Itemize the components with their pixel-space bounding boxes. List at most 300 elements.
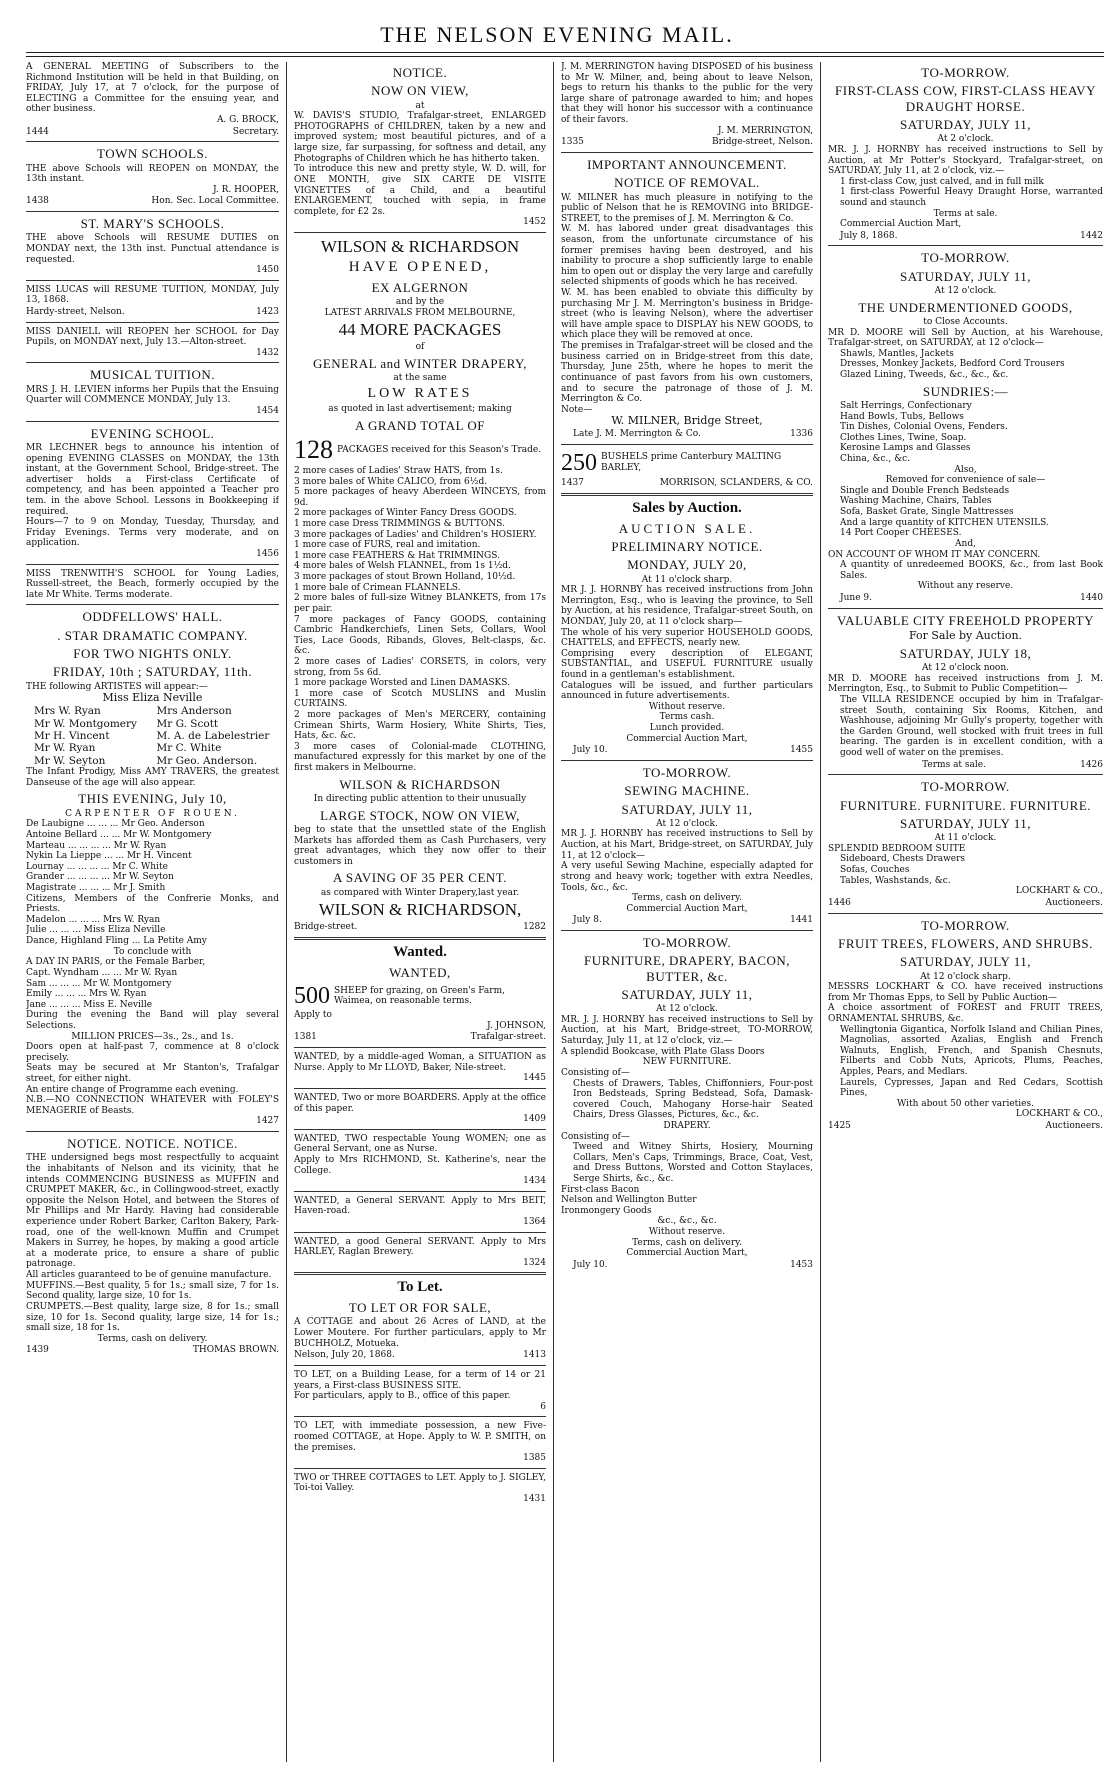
text-line: A. G. BROCK, (216, 115, 279, 126)
ad-heading: MUSICAL TUITION. (90, 367, 215, 383)
text-line: Chests of Drawers, Tables, Chiffonniers, Four-post Iron Bedsteads, Spring Bedstead, Sofa, Damask-covered Couch, Mahogany Horse-hair Seated Chairs, Dress Glasses, Pictures, &c., &c. (573, 1078, 813, 1121)
divider (294, 1129, 546, 1130)
text-line: SPLENDID BEDROOM SUITE (828, 843, 966, 854)
text-line: 1 more package Worsted and Linen DAMASKS. (294, 678, 510, 689)
text-span: Bridge-street. (294, 922, 358, 933)
divider (828, 608, 1103, 609)
divider (294, 1272, 546, 1275)
text-line: 1 more case of FURS, real and imitation. (294, 540, 481, 551)
text-span: 1413 (523, 1350, 546, 1361)
layout-block (26, 705, 279, 767)
text-line: 3 more packages of stout Brown Holland, 10½d. (294, 572, 516, 583)
ad-footer (294, 1350, 546, 1361)
text-line: MISS LUCAS will RESUME TUITION, MONDAY, July 13, 1868. (26, 284, 279, 306)
text-line: MR J. J. HORNBY has received instructions to Sell by Auction, at his Mart, Bridge-street, on SATURDAY, July 11, at 12 o'clock— (561, 829, 813, 861)
text-line: Apply to Mrs RICHMOND, St. Katherine's, near the College. (294, 1154, 546, 1176)
text-span: Secretary. (232, 126, 279, 137)
text-line: Lournay ... ... ... ... Mr C. White (26, 861, 168, 872)
text-line: 2 more bales of full-size Witney BLANKETS, from 17s per pair. (294, 593, 546, 614)
text-line: 14 Port Cooper CHEESES. (840, 528, 962, 539)
ad-to-let-cottage (294, 1279, 546, 1360)
ad-footer (561, 429, 813, 440)
ad-heading: SUNDRIES:— (922, 383, 1009, 399)
text-line: W. MILNER, Bridge Street, (611, 414, 763, 428)
text-line: 1427 (256, 1116, 279, 1127)
divider (828, 774, 1103, 775)
ad-heading: WILSON & RICHARDSON (320, 236, 520, 256)
text-line: Hand Bowls, Tubs, Bellows (840, 411, 964, 422)
ad-heading: MONDAY, JULY 20, (627, 557, 747, 573)
text-line: 2 more packages of Men's MERCERY, containing Crimean Shirts, Warm Hosiery, White Shirts, Ties, Hats, &c. &c. (294, 709, 546, 742)
divider (26, 362, 279, 363)
ad-heading: TO LET OR FOR SALE, (348, 1300, 492, 1316)
text-line: Nelson and Wellington Butter (561, 1195, 697, 1206)
text-line: LOCKHART & CO., (1015, 886, 1103, 897)
text-line: At 12 o'clock. (656, 818, 718, 829)
text-span: Mrs Anderson (156, 705, 232, 718)
ad-wilson-richardson (294, 237, 546, 933)
text-line: J. JOHNSON, (486, 1020, 546, 1031)
divider (294, 1232, 546, 1233)
text-span: 1444 (26, 126, 49, 137)
divider (294, 1416, 546, 1417)
text-line: Nykin La Lieppe ... ... Mr H. Vincent (26, 851, 192, 862)
text-span: 1425 (828, 1121, 851, 1132)
text-line: A quantity of unredeemed BOOKS, &c., from last Book Sales. (840, 560, 1103, 581)
text-line: Tin Dishes, Colonial Ovens, Fenders. (840, 422, 1008, 433)
text-line: TO LET, on a Building Lease, for a term of 14 or 21 years, a First-class BUSINESS SITE. (294, 1369, 546, 1391)
text-line: 6 (540, 1401, 546, 1412)
masthead-rule (26, 52, 1104, 53)
text-line: Commercial Auction Mart, (626, 733, 748, 744)
text-span: Mr Geo. Anderson. (156, 754, 258, 767)
ad-heading: TO-MORROW. (921, 250, 1010, 266)
text-line: 1 more case Dress TRIMMINGS & BUTTONS. (294, 519, 505, 530)
text-line: W. M. has labored under great disadvantages this season, from the unfortunate circumstance of his former premises having been destroyed, and his inability to procure a shop sufficiently large to enable him to open out or display the very large and carefully selected shipments of goods which he has received. (561, 224, 813, 288)
ad-fruit-trees (828, 918, 1103, 1132)
ad-heading: NOTICE. (392, 65, 448, 80)
ad-heading: TO-MORROW. (642, 934, 732, 950)
ad-heading: TO-MORROW. (921, 65, 1010, 80)
text-line: &c., &c., &c. (657, 1216, 717, 1227)
ad-wanted-servant-beit (294, 1196, 546, 1228)
text-line: Capt. Wyndham ... ... Mr W. Ryan (26, 967, 178, 978)
text-line: J. M. MERRINGTON having DISPOSED of his business to Mr W. Milner, and, being about to leave Nelson, begs to return his thanks to the public for the very large share of patronage awarded to him; and hopes that they will honor his successor with a continuance of their favors. (561, 62, 813, 126)
text-line: And a large quantity of KITCHEN UTENSILS. (840, 517, 1049, 528)
text-line: Glazed Lining, Tweeds, &c., &c., &c. (840, 370, 1009, 381)
text-span: 1282 (523, 922, 546, 933)
text-line: 1432 (256, 347, 279, 358)
text-line: Terms at sale. (933, 208, 998, 219)
text-line: THE above Schools will RESUME DUTIES on MONDAY next, the 13th inst. Punctual attendance is requested. (26, 233, 279, 265)
ad-merrington-disposed (561, 62, 813, 148)
text-span: Auctioneers. (1045, 1121, 1103, 1132)
divider (26, 604, 279, 605)
text-span: Bridge-street, Nelson. (712, 137, 813, 148)
ad-footer (294, 1032, 546, 1043)
ad-heading: TO-MORROW. (921, 917, 1010, 933)
text-line: Tweed and Witney Shirts, Hosiery, Mourning Collars, Men's Caps, Trimmings, Brace, Coat, Vest, and Dress Buttons, Worsted and Cotton Staylaces, Serge Shirts, &c., &c. (573, 1142, 813, 1184)
text-line: beg to state that the unsettled state of the English Markets has afforded them as Cash Purchasers, very great advantages, which they now offer to their customers in (294, 824, 546, 867)
text-line: To introduce this new and pretty style, W. D. will, for ONE MONTH, give SIX CARTE DE VISITE VIGNETTES of a Child, and a beautiful ENLARGEMENT, touched with sepia, in frame complete, for £2 2s. (294, 164, 546, 217)
text-line: as quoted in last advertisement; making (328, 404, 512, 415)
text-line: Emily ... ... ... Mrs W. Ryan (26, 989, 147, 1000)
text-line: Without reserve. (648, 701, 726, 712)
ad-malting-barley (561, 449, 813, 489)
text-line: MR. J. J. HORNBY has received instructions to Sell by Auction, at his Mart, Bridge-street, TO-MORROW, Saturday, July 11, at 12 o'clock, viz.— (561, 1014, 813, 1047)
column-3 (561, 62, 813, 1762)
ad-heading: PRELIMINARY NOTICE. (611, 538, 763, 554)
divider (561, 152, 813, 153)
text-span: 1426 (1080, 759, 1103, 770)
divider (294, 232, 546, 233)
ad-heading: VALUABLE CITY FREEHOLD PROPERTY (836, 612, 1095, 628)
text-span: July 8, 1868. (840, 230, 898, 241)
ad-cow-horse (828, 65, 1103, 241)
ad-footer (828, 231, 1103, 242)
text-line: WANTED, by a middle-aged Woman, a SITUATION as Nurse. Apply to Mr LLOYD, Baker, Nile-street. (294, 1052, 546, 1073)
text-line: as compared with Winter Drapery,last year. (320, 887, 520, 898)
ad-heading: EX ALGERNON (371, 279, 469, 295)
ad-richmond-meeting (26, 62, 279, 137)
divider (294, 1191, 546, 1192)
ad-wanted-servant-harley (294, 1237, 546, 1269)
text-line: 1409 (523, 1114, 546, 1125)
text-line: J. R. HOOPER, (213, 184, 279, 195)
divider (26, 141, 279, 142)
text-line: The premises in Trafalgar-street will be closed and the business carried on in Bridge-street from this date, Thursday, June 25th, where he hopes to merit the continuance of past favors from his own customers, and to secure the patronage of those of J. M. Merrington & Co. (561, 341, 813, 405)
text-span: 1441 (790, 915, 813, 926)
text-line: at (415, 100, 425, 111)
text-span: 1437 (561, 478, 584, 489)
text-line: Terms cash. (659, 712, 715, 723)
text-span: 1423 (256, 307, 279, 318)
text-line: MISS DANIELL will REOPEN her SCHOOL for Day Pupils, on MONDAY next, July 13.—Alton-street. (26, 326, 279, 348)
text-line: Removed for convenience of sale— (885, 475, 1046, 486)
ad-cottage-hope (294, 1421, 546, 1463)
text-line: MUFFINS.—Best quality, 5 for 1s.; small size, 7 for 1s. Second quality, large size, 10 for 1s. (26, 1280, 279, 1302)
divider (26, 280, 279, 281)
text-line: A choice assortment of FOREST and FRUIT TREES, ORNAMENTAL SHRUBS, &c. (828, 1003, 1103, 1024)
text-line: Comprising every description of ELEGANT, SUBSTANTIAL, and USEFUL FURNITURE usually found in a gentleman's establishment. (561, 648, 813, 680)
text-span: July 10. (573, 1259, 608, 1270)
text-span: 128 (294, 435, 333, 465)
column-1 (26, 62, 279, 1762)
ad-heading: LARGE STOCK, NOW ON VIEW, (320, 807, 520, 823)
divider (294, 1468, 546, 1469)
text-line: To conclude with (113, 946, 192, 957)
layout-block (294, 982, 546, 1010)
text-line: With about 50 other varieties. (897, 1098, 1034, 1109)
text-line: of (415, 342, 425, 353)
text-line: CARPENTER OF ROUEN. (65, 808, 240, 819)
ad-footer (26, 196, 279, 207)
text-line: Antoine Bellard ... ... Mr W. Montgomery (26, 830, 212, 840)
divider (26, 564, 279, 565)
text-line: J. M. MERRINGTON, (717, 125, 813, 136)
ad-heading: IMPORTANT ANNOUNCEMENT. (587, 156, 787, 172)
text-line: At 11 o'clock. (934, 833, 997, 844)
text-line: MR LECHNER begs to announce his intention of opening EVENING CLASSES on MONDAY, the 13th instant, at the Government School, Bridge-street. The advertiser holds a First-class Certificate of competency, and has been appointed a Teacher pro tem. in the above School. Lessons in Bookkeeping if required. (26, 442, 279, 517)
text-line: Seats may be secured at Mr Stanton's, Trafalgar street, for either night. (26, 1063, 279, 1085)
divider (828, 913, 1103, 914)
ad-heading: EVENING SCHOOL. (90, 425, 215, 441)
text-line: At 12 o'clock. (656, 1004, 718, 1015)
text-line: Apply to (294, 1010, 332, 1021)
text-line: The Infant Prodigy, Miss AMY TRAVERS, the greatest Danseuse of the age will also appear. (26, 767, 279, 788)
text-line: CRUMPETS.—Best quality, large size, 8 for 1s.; small size, 10 for 1s. Second quality, large size, 14 for 1s.; small size, 18 for 1s. (26, 1301, 279, 1334)
ad-footer (26, 307, 279, 318)
ad-auction-merrington (561, 500, 813, 756)
text-span: Mrs W. Ryan (34, 705, 101, 718)
ad-footer (26, 1345, 279, 1356)
text-line: WANTED, Two or more BOARDERS. Apply at the office of this paper. (294, 1092, 546, 1114)
ad-footer (561, 1260, 813, 1271)
masthead-rule-2 (26, 56, 1104, 57)
text-line: 2 more cases of Ladies' CORSETS, in colors, very strong, from 5s 6d. (294, 656, 546, 678)
ad-heading: WILSON & RICHARDSON (339, 776, 501, 792)
ad-footer (828, 1121, 1103, 1132)
text-span: Nelson, July 20, 1868. (294, 1350, 395, 1361)
divider (26, 1131, 279, 1132)
text-span: 1336 (790, 429, 813, 440)
text-line: MR. J. J. HORNBY has received instructions to Sell by Auction, at Mr Potter's Stockyard, Trafalgar-street, on SATURDAY, July 11, at 2 o'clock, viz.— (828, 144, 1103, 177)
text-span: Hon. Sec. Local Committee. (151, 196, 279, 207)
ad-heading: ST. MARY'S SCHOOLS. (80, 216, 225, 232)
ad-city-freehold (828, 613, 1103, 771)
text-line: MILLION PRICES—3s., 2s., and 1s. (71, 1031, 234, 1042)
text-span: 500 (294, 982, 330, 1009)
text-line: Commercial Auction Mart, (626, 1248, 748, 1259)
text-line: In directing public attention to their unusually (313, 793, 527, 804)
text-line: Salt Herrings, Confectionary (840, 400, 972, 411)
text-span: Late J. M. Merrington & Co. (573, 429, 701, 440)
text-line: Also, (954, 464, 977, 475)
masthead: THE NELSON EVENING MAIL. (380, 22, 734, 47)
text-line: During the evening the Band will play several Selections. (26, 1010, 279, 1031)
ad-footer (828, 760, 1103, 771)
ad-oddfellows-hall (26, 609, 279, 1127)
text-span: Mr W. Seyton (34, 754, 106, 767)
text-line: Note— (561, 404, 593, 415)
column-rule (286, 62, 287, 1762)
ad-heading: SATURDAY, JULY 11, (621, 801, 753, 817)
text-span: 1453 (790, 1259, 813, 1270)
ad-heading: A GRAND TOTAL OF (355, 417, 485, 433)
text-line: A splendid Bookcase, with Plate Glass Doors (561, 1046, 765, 1057)
text-span: 1446 (828, 897, 851, 908)
text-line: 1385 (523, 1453, 546, 1464)
divider (561, 444, 813, 445)
text-line: First-class Bacon (561, 1184, 640, 1195)
text-span: 250 (561, 449, 597, 476)
column-rule (820, 62, 821, 1762)
ad-heading: WANTED, (389, 964, 451, 980)
text-span: July 10. (573, 745, 608, 756)
text-span: M. A. de Labelestrier (156, 730, 270, 743)
text-line: MR J. J. HORNBY has received instructions from John Merrington, Esq., who is leaving the province, to Sell by Auction, at his residence, Trafalgar-street South, on MONDAY, July 20, at 11 o'clock sharp— (561, 585, 813, 627)
text-line: 1324 (523, 1257, 546, 1268)
text-line: And, (955, 538, 976, 549)
text-line: Catalogues will be issued, and further particulars announced in future advertisements. (561, 680, 813, 702)
text-span: THOMAS BROWN. (192, 1345, 279, 1356)
divider (828, 245, 1103, 246)
text-line: At 12 o'clock sharp. (920, 971, 1011, 982)
text-line: Dresses, Monkey Jackets, Bedford Cord Trousers (840, 359, 1065, 370)
ad-heading: FOR TWO NIGHTS ONLY. (73, 646, 232, 662)
text-line: Consisting of— (561, 1131, 630, 1142)
text-line: at the same (393, 373, 447, 384)
text-line: MRS J. H. LEVIEN informs her Pupils that the Ensuing Quarter will COMMENCE MONDAY, July 13. (26, 384, 279, 406)
ad-heading: ODDFELLOWS' HALL. (82, 609, 223, 625)
divider (26, 211, 279, 212)
text-line: Wellingtonia Gigantica, Norfolk Island and Chilian Pines, Magnolias, assorted Azalias, English and French Walnuts, English, French, and Spanish Chesnuts, Filberts and Cobb Nuts, Apricots, Plums, Peaches, Apples, Pears, and Medlars. (840, 1024, 1103, 1077)
text-line: Kerosine Lamps and Glasses (840, 443, 971, 454)
text-line: MISS TRENWITH'S SCHOOL for Young Ladies, Russell-street, the Beach, formerly occupied by the late Mr White. Terms moderate. (26, 568, 279, 600)
text-line: WANTED, TWO respectable Young WOMEN; one as General Servant, one as Nurse. (294, 1133, 546, 1155)
ad-footer (561, 745, 813, 756)
text-line: 1454 (256, 406, 279, 416)
text-line: WANTED, a General SERVANT. Apply to Mrs BEIT, Haven-road. (294, 1195, 546, 1217)
text-line: THE undersigned begs most respectfully to acquaint the inhabitants of Nelson and its vicinity, that he intends COMMENCING BUSINESS as MUFFIN and CRUMPET MAKER, &c., in Collingwood-street, exactly opposite the Nelson Hotel, and between the Stores of Mr Phillips and Mr Hardy. Having had considerable experience under Robert Barker, Carlton Bakery, Park-road, one of the well-known Muffin and Crumpet Makers in Surrey, he hopes, by making a good article at a moderate price, to ensure a share of public patronage. (26, 1153, 279, 1270)
text-span: MORRISON, SCLANDERS, & CO. (659, 478, 813, 489)
ad-footer (561, 478, 813, 489)
text-line: MR D. MOORE has received instructions from J. M. Merrington, Esq., to Submit to Public Competition— (828, 673, 1103, 695)
text-line: 1452 (523, 217, 546, 228)
ad-heading: SATURDAY, JULY 11, (900, 954, 1031, 970)
ad-evening-school (26, 426, 279, 560)
ad-heading: SATURDAY, JULY 11, (900, 815, 1031, 831)
text-line: 3 more cases of Colonial-made CLOTHING, manufactured expressly for this market by one of the first makers in Melbourne. (294, 741, 546, 774)
ad-davis-studio (294, 65, 546, 228)
text-line: Terms, cash on delivery. (632, 1237, 742, 1248)
ad-miss-trenwith (26, 569, 279, 601)
text-line: Sam ... ... ... Mr W. Montgomery (26, 978, 172, 989)
text-span: 1439 (26, 1345, 49, 1356)
divider (294, 1365, 546, 1366)
text-line: Commercial Auction Mart, (626, 903, 748, 914)
text-span: June 9. (840, 592, 872, 603)
ad-heading: TO-MORROW. (921, 779, 1010, 795)
divider (294, 937, 546, 940)
ad-wanted-sheep (294, 944, 546, 1043)
layout-block (561, 449, 813, 477)
ad-heading: NOTICE. NOTICE. NOTICE. (67, 1136, 238, 1152)
text-line: The VILLA RESIDENCE occupied by him in Trafalgar-street South, containing Six Rooms, Kitchen, and Washhouse, adjoining Mr Gully's property, together with the Garden Ground, well stocked with fruit trees in full bearing. The garden is in excellent condition, with a good well of water on the premises. (840, 695, 1103, 759)
ad-heading: THIS EVENING, July 10, (78, 791, 227, 807)
text-span: 1381 (294, 1032, 317, 1043)
ad-wanted-boarders (294, 1093, 546, 1125)
text-line: 1 more bale of Crimean FLANNELS. (294, 582, 461, 593)
text-line: LATEST ARRIVALS FROM MELBOURNE, (324, 307, 516, 318)
text-line: Julie ... ... ... Miss Eliza Neville (26, 925, 166, 936)
text-line: 3 more bales of White CALICO, from 6½d. (294, 476, 488, 487)
ad-heading: TO-MORROW. (642, 764, 732, 780)
text-span: Mr W. Ryan (34, 742, 96, 755)
ad-wanted-young-women (294, 1134, 546, 1187)
column-rule (553, 62, 554, 1762)
text-line: Citizens, Members of the Confrerie Monks, and Priests. (26, 893, 279, 915)
text-line: Without any reserve. (917, 581, 1014, 592)
ad-heading: FURNITURE. FURNITURE. FURNITURE. (839, 797, 1092, 813)
text-line: W. DAVIS'S STUDIO, Trafalgar-street, ENLARGED PHOTOGRAPHS of CHILDREN, taken by a new and improved system; most beautiful pictures, and of a large size, far surpassing, for softness and detail, any Photographs of Children which he has hitherto taken. (294, 111, 546, 164)
ad-heading: SEWING MACHINE. (624, 783, 750, 799)
text-line: De Laubigne ... ... ... Mr Geo. Anderson (26, 819, 205, 830)
text-line: W. M. has been enabled to obviate this difficulty by purchasing Mr J. M. Merrington's business in Bridge-street (who is leaving Nelson), where the advertiser will have ample space to DISPLAY his NEW GOODS, to which place they will be removed at once. (561, 288, 813, 341)
text-line: 1 more case FEATHERS & Hat TRIMMINGS. (294, 550, 500, 561)
text-line: WANTED, a good General SERVANT. Apply to Mrs HARLEY, Raglan Brewery. (294, 1236, 546, 1258)
text-line: ON ACCOUNT OF WHOM IT MAY CONCERN. (828, 549, 1041, 560)
text-line: Doors open at half-past 7, commence at 8 o'clock precisely. (26, 1042, 279, 1063)
text-line: A DAY IN PARIS, or the Female Barber, (26, 957, 206, 968)
ad-footer (828, 898, 1103, 909)
ad-heading: TOWN SCHOOLS. (97, 146, 208, 162)
text-line: Single and Double French Bedsteads (840, 485, 1010, 496)
ad-heading: LOW RATES (367, 385, 473, 401)
divider (294, 1088, 546, 1089)
ad-musical-tuition (26, 367, 279, 416)
text-line: At 11 o'clock sharp. (641, 574, 733, 585)
ad-heading: FURNITURE, DRAPERY, BACON, BUTTER, &c. (584, 953, 790, 984)
text-line: 2 more packages of Winter Fancy Dress GOODS. (294, 508, 517, 519)
text-line: Sofa, Basket Grate, Single Mattresses (840, 507, 1014, 518)
ad-heading: 44 MORE PACKAGES (338, 320, 502, 340)
text-line: Grander ... ... ... ... Mr W. Seyton (26, 872, 174, 883)
text-span: Mr C. White (156, 742, 222, 755)
ad-heading: FRIDAY, 10th ; SATURDAY, 11th. (52, 664, 253, 680)
text-line: Miss Eliza Neville (102, 691, 203, 705)
divider (561, 930, 813, 931)
text-span: Trafalgar-street. (470, 1032, 546, 1043)
ad-heading: SATURDAY, JULY 18, (899, 645, 1032, 661)
text-line: NEW FURNITURE. (642, 1057, 732, 1068)
column-2 (294, 62, 546, 1762)
text-line: At 12 o'clock noon. (921, 663, 1009, 674)
text-line: 1364 (523, 1217, 546, 1228)
text-span: 1438 (26, 196, 49, 207)
divider (26, 421, 279, 422)
text-line: Jane ... ... ... Miss E. Neville (26, 999, 153, 1010)
text-span: 1440 (1080, 592, 1103, 603)
text-line: TWO or THREE COTTAGES to LET. Apply to J. SIGLEY, Toi-toi Valley. (294, 1472, 546, 1494)
text-line: MESSRS LOCKHART & CO. have received instructions from Mr Thomas Epps, to Sell by Public Auction— (828, 982, 1103, 1003)
ad-heading: Sales by Auction. (632, 499, 742, 516)
ad-heading: NOW ON VIEW, (371, 83, 469, 99)
ad-heading: HAVE OPENED, (348, 259, 492, 276)
text-line: Magistrate ... ... ... Mr J. Smith (26, 883, 166, 894)
ad-heading: To Let. (397, 1279, 443, 1296)
ad-miss-lucas (26, 285, 279, 318)
text-line: Sideboard, Chests Drawers (840, 854, 966, 865)
text-line: Terms, cash on delivery. (632, 893, 742, 904)
text-line: China, &c., &c. (840, 454, 910, 465)
text-line: W. MILNER has much pleasure in notifying to the public of Nelson that he is REMOVING into BRIDGE-STREET, to the premises of J. M. Merrington & Co. (561, 192, 813, 224)
text-span: July 8. (573, 915, 602, 926)
ad-heading: A SAVING OF 35 PER CENT. (332, 870, 508, 886)
text-line: Sofas, Couches (840, 865, 910, 876)
text-line: Dance, Highland Fling ... La Petite Amy (26, 936, 207, 947)
ad-building-lease (294, 1370, 546, 1412)
text-line: Shawls, Mantles, Jackets (840, 348, 954, 359)
ad-heading: Wanted. (393, 943, 447, 960)
text-line: 1450 (256, 265, 279, 276)
ad-heading: FRUIT TREES, FLOWERS, AND SHRUBS. (838, 935, 1093, 951)
text-line: Lunch provided. (649, 723, 725, 734)
text-line: A GENERAL MEETING of Subscribers to the Richmond Institution will be held in that Building, on FRIDAY, July 17, at 7 o'clock, for the purpose of ELECTING a Committee for the ensuing year, and other business. (26, 62, 279, 115)
text-span: BUSHELS prime Canterbury MALTING BARLEY, (601, 452, 782, 474)
text-line: MR D. MOORE will Sell by Auction, at his Warehouse, Trafalgar-street, on SATURDAY, at 12 o'clock— (828, 327, 1103, 349)
ad-footer (828, 593, 1103, 604)
